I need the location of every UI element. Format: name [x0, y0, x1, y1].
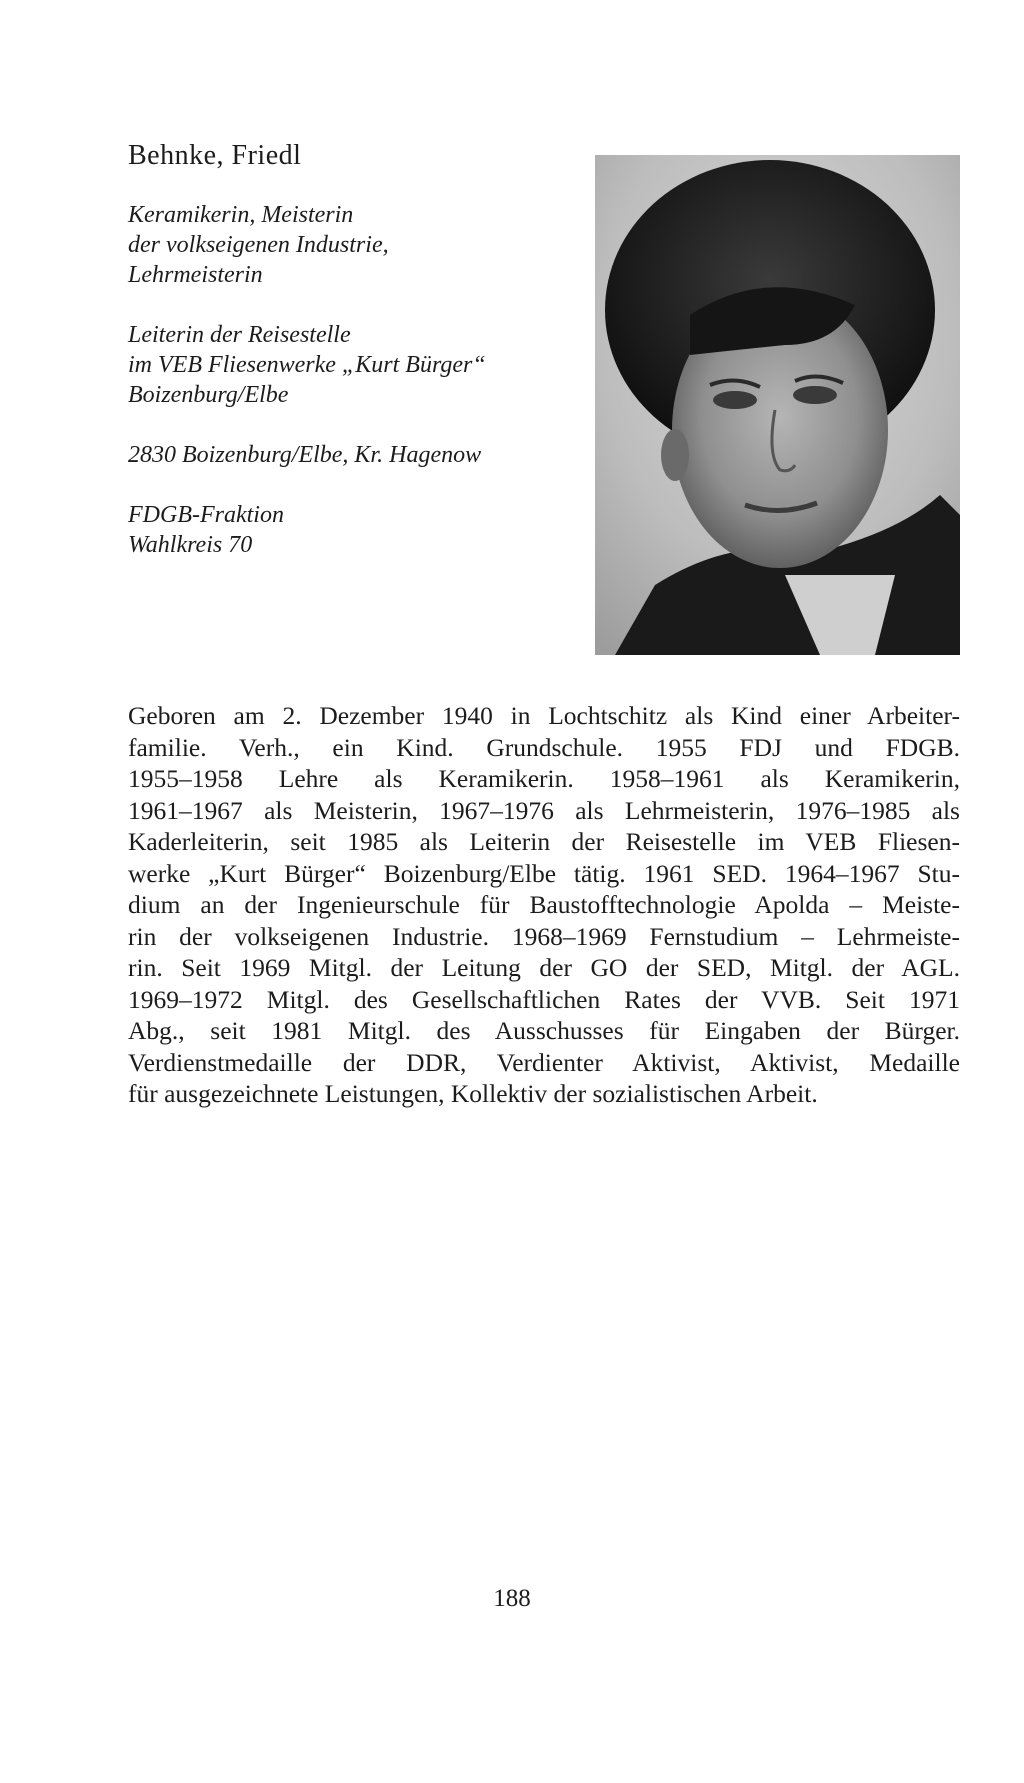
biography-line: Geboren am 2. Dezember 1940 in Lochtschitz als Kind einer Arbeiter-: [128, 701, 960, 730]
position-block: [128, 320, 568, 410]
biography-line: 1961–1967 als Meisterin, 1967–1976 als Lehrmeisterin, 1976–1985 als: [128, 795, 960, 825]
profession-line: Lehrmeisterin: [128, 262, 263, 288]
biography-line: rin. Seit 1969 Mitgl. der Leitung der GO der SED, Mitgl. der AGL.: [128, 953, 960, 982]
biography-text: [128, 700, 960, 1110]
biography-line: dium an der Ingenieurschule für Baustofftechnologie Apolda – Meiste-: [128, 890, 960, 919]
position-line: Boizenburg/Elbe: [128, 382, 289, 408]
position-line: Leiterin der Reisestelle: [128, 322, 351, 348]
position-line: im VEB Fliesenwerke „Kurt Bürger“: [128, 352, 486, 378]
biography-line: werke „Kurt Bürger“ Boizenburg/Elbe tätig. 1961 SED. 1964–1967 Stu-: [128, 858, 960, 888]
page-number: 188: [493, 1585, 531, 1612]
person-info: [128, 200, 568, 590]
address-block: [128, 440, 568, 470]
biography-line: familie. Verh., ein Kind. Grundschule. 1955 FDJ und FDGB.: [128, 732, 960, 762]
profession-line: der volkseigenen Industrie,: [128, 232, 389, 258]
profession-line: Keramikerin, Meisterin: [128, 202, 354, 228]
biography-line: 1955–1958 Lehre als Keramikerin. 1958–1961 als Keramikerin,: [128, 764, 960, 793]
address-line: 2830 Boizenburg/Elbe, Kr. Hagenow: [128, 442, 482, 468]
biography-line: 1969–1972 Mitgl. des Gesellschaftlichen Rates der VVB. Seit 1971: [128, 984, 960, 1014]
portrait-illustration: [595, 155, 960, 655]
biography-line: Verdienstmedaille der DDR, Verdienter Aktivist, Aktivist, Medaille: [128, 1047, 960, 1077]
faction-block: [128, 500, 568, 560]
faction-line: Wahlkreis 70: [128, 532, 253, 558]
portrait-photo: [595, 155, 960, 655]
biography-line: Kaderleiterin, seit 1985 als Leiterin der Reisestelle im VEB Fliesen-: [128, 827, 960, 856]
profession-block: [128, 200, 568, 290]
biography-line: für ausgezeichnete Leistungen, Kollektiv der sozialistischen Arbeit.: [128, 1079, 818, 1108]
faction-line: FDGB-Fraktion: [128, 502, 284, 528]
biography-line: Abg., seit 1981 Mitgl. des Ausschusses für Eingaben der Bürger.: [128, 1016, 960, 1045]
biography-line: rin der volkseigenen Industrie. 1968–1969 Fernstudium – Lehrmeiste-: [128, 921, 960, 951]
person-name: Behnke, Friedl: [128, 140, 302, 171]
